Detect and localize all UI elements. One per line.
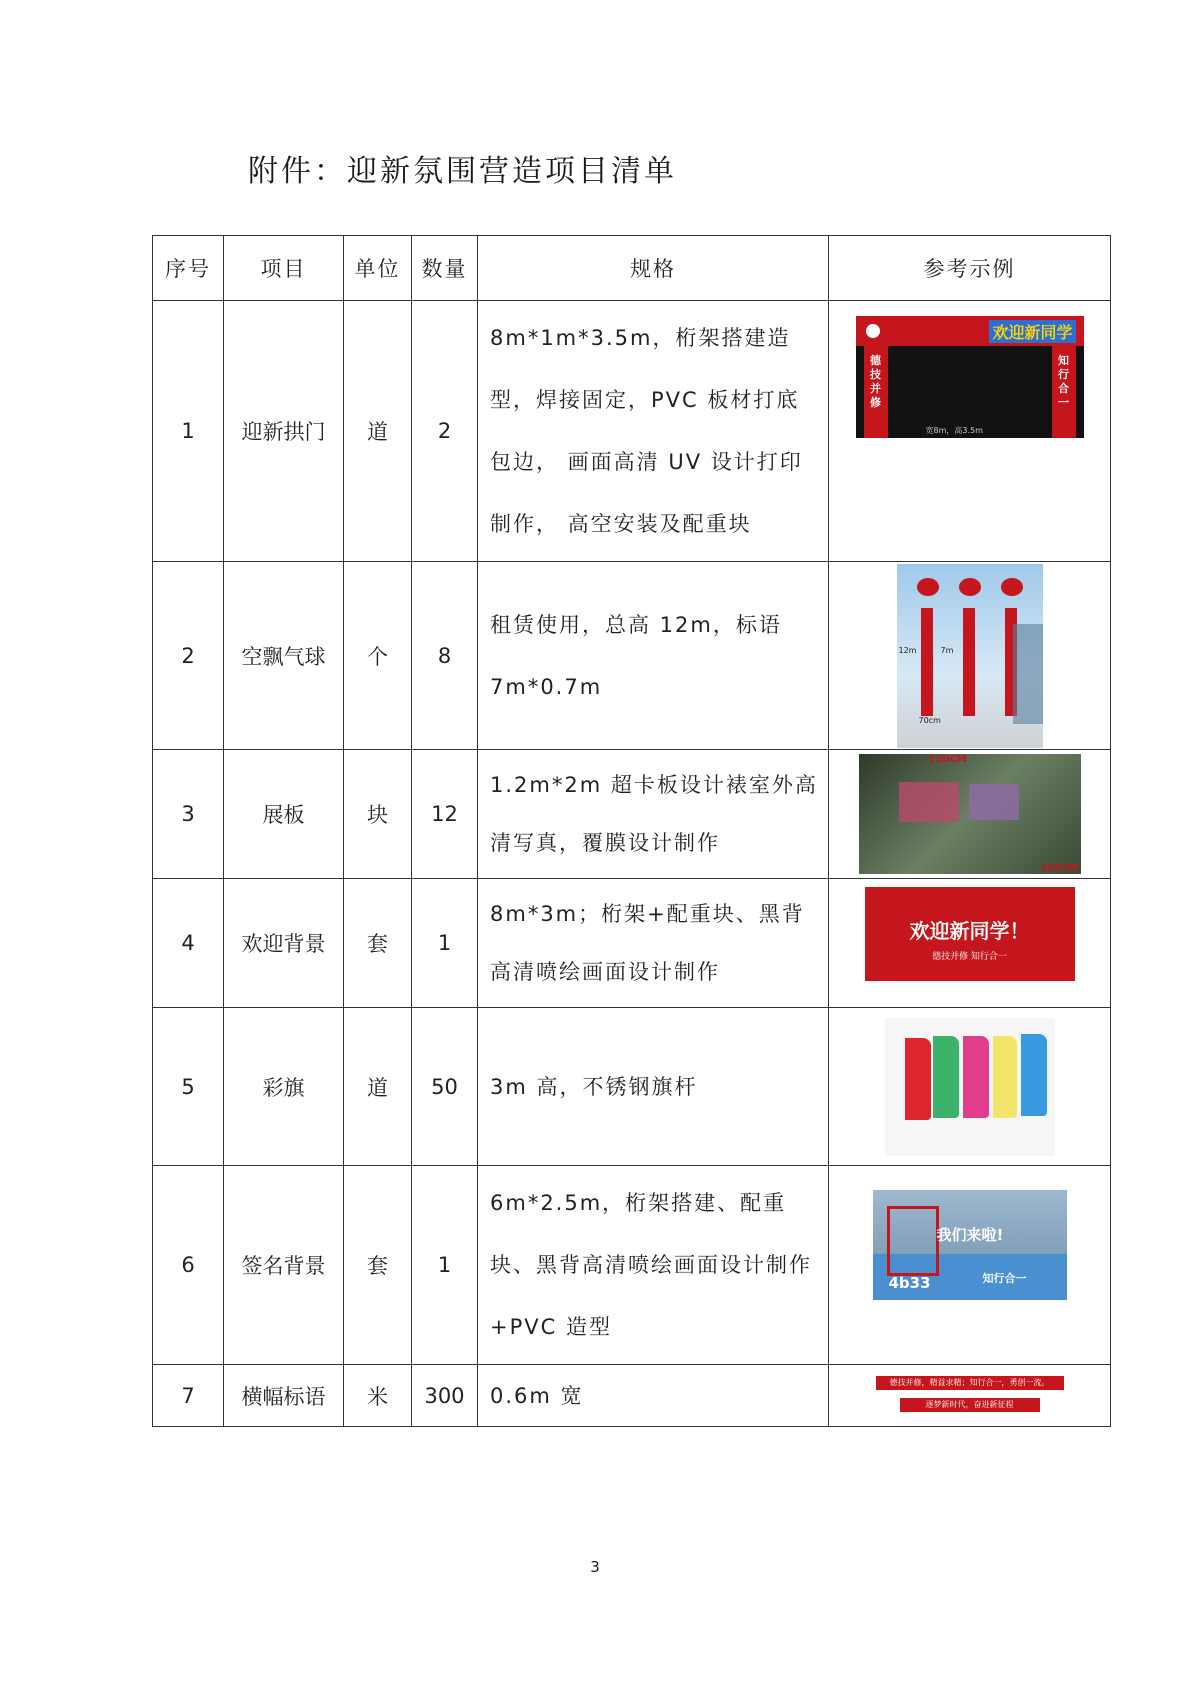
signature-number: 4b33 [888,1274,931,1292]
cell-unit: 块 [344,750,412,879]
flag-icon [933,1036,959,1118]
label-12m: 12m [898,645,917,655]
cell-qty: 50 [412,1008,478,1166]
header-spec: 规格 [478,236,829,301]
cell-spec: 1.2m*2m 超卡板设计裱室外高清写真，覆膜设计制作 [478,750,829,879]
cell-unit: 道 [344,301,412,562]
cell-ref [829,879,1111,1008]
flag-icon [993,1036,1017,1118]
table-row [153,562,1111,750]
table-row [153,879,1111,1008]
header-ref: 参考示例 [829,236,1111,301]
cell-item: 签名背景 [224,1166,344,1365]
arch-caption: 宽8m，高3.5m [925,426,983,435]
balloon-icon [917,578,939,596]
cell-qty: 2 [412,301,478,562]
welcome-arch-photo [856,316,1084,438]
arch-left-text: 德技并修 [870,354,881,409]
table-header-row [153,236,1111,301]
cell-no: 1 [153,301,224,562]
cell-ref [829,750,1111,879]
cell-no: 4 [153,879,224,1008]
cell-spec: 6m*2.5m，桁架搭建、配重块、黑背高清喷绘画面设计制作+PVC 造型 [478,1166,829,1365]
cell-item: 迎新拱门 [224,301,344,562]
cell-ref [829,1166,1111,1365]
arch-right-text: 知行合一 [1058,354,1069,409]
page-number: 3 [590,1558,600,1576]
cell-unit: 米 [344,1365,412,1427]
cell-ref [829,301,1111,562]
flag-icon [963,1036,989,1118]
air-balloon-photo [897,564,1043,748]
board-label-bottom: 180CM [1040,863,1079,874]
cell-qty: 8 [412,562,478,750]
cell-item: 横幅标语 [224,1365,344,1427]
cell-unit: 个 [344,562,412,750]
cell-qty: 1 [412,879,478,1008]
project-list-table [152,235,1111,1427]
cell-no: 6 [153,1166,224,1365]
table-row [153,1008,1111,1166]
cell-item: 空飘气球 [224,562,344,750]
cell-spec: 3m 高，不锈钢旗杆 [478,1008,829,1166]
cell-unit: 道 [344,1008,412,1166]
welcome-backdrop-photo [865,887,1075,981]
cell-no: 2 [153,562,224,750]
cell-item: 欢迎背景 [224,879,344,1008]
header-item: 项目 [224,236,344,301]
cell-qty: 12 [412,750,478,879]
cell-spec: 租赁使用，总高 12m，标语 7m*0.7m [478,562,829,750]
board-label-top: 120CM [928,754,967,765]
cell-item: 展板 [224,750,344,879]
display-board-photo [859,754,1081,874]
cell-no: 7 [153,1365,224,1427]
cell-ref [829,562,1111,750]
cell-no: 5 [153,1008,224,1166]
cell-no: 3 [153,750,224,879]
cell-spec: 8m*1m*3.5m，桁架搭建造型，焊接固定，PVC 板材打底包边， 画面高清 UV 设计打印制作， 高空安装及配重块 [478,301,829,562]
flag-icon [1021,1034,1047,1116]
header-qty: 数量 [412,236,478,301]
backdrop-subline: 德技并修 知行合一 [932,952,1007,962]
header-no: 序号 [153,236,224,301]
balloon-icon [1001,578,1023,596]
cell-ref [829,1008,1111,1166]
flag-icon [905,1038,931,1120]
cell-spec: 0.6m 宽 [478,1365,829,1427]
banner-line1: 德技并修，精益求精；知行合一，勇创一流。 [876,1376,1064,1390]
signature-headline: 我们来啦! [936,1226,1004,1244]
signature-slogan: 知行合一 [982,1272,1027,1285]
arch-banner-text: 欢迎新同学 [989,320,1075,343]
banner-slogan-photo [870,1372,1070,1420]
cell-unit: 套 [344,879,412,1008]
college-logo-icon [866,324,880,338]
backdrop-headline: 欢迎新同学！ [909,919,1030,943]
label-70cm: 70cm [918,715,941,725]
table-row [153,750,1111,879]
signature-wall-photo [873,1190,1067,1300]
table-row [153,1365,1111,1427]
cell-ref [829,1365,1111,1427]
table-row [153,1166,1111,1365]
balloon-icon [959,578,981,596]
cell-spec: 8m*3m；桁架+配重块、黑背高清喷绘画面设计制作 [478,879,829,1008]
banner-line2: 逐梦新时代，奋进新征程 [900,1398,1040,1412]
cell-item: 彩旗 [224,1008,344,1166]
header-unit: 单位 [344,236,412,301]
label-7m: 7m [940,645,954,655]
table-row [153,301,1111,562]
cell-qty: 300 [412,1365,478,1427]
cell-unit: 套 [344,1166,412,1365]
cell-qty: 1 [412,1166,478,1365]
colored-flags-photo [885,1018,1055,1156]
page-title: 附件：迎新氛围营造项目清单 [248,154,677,189]
